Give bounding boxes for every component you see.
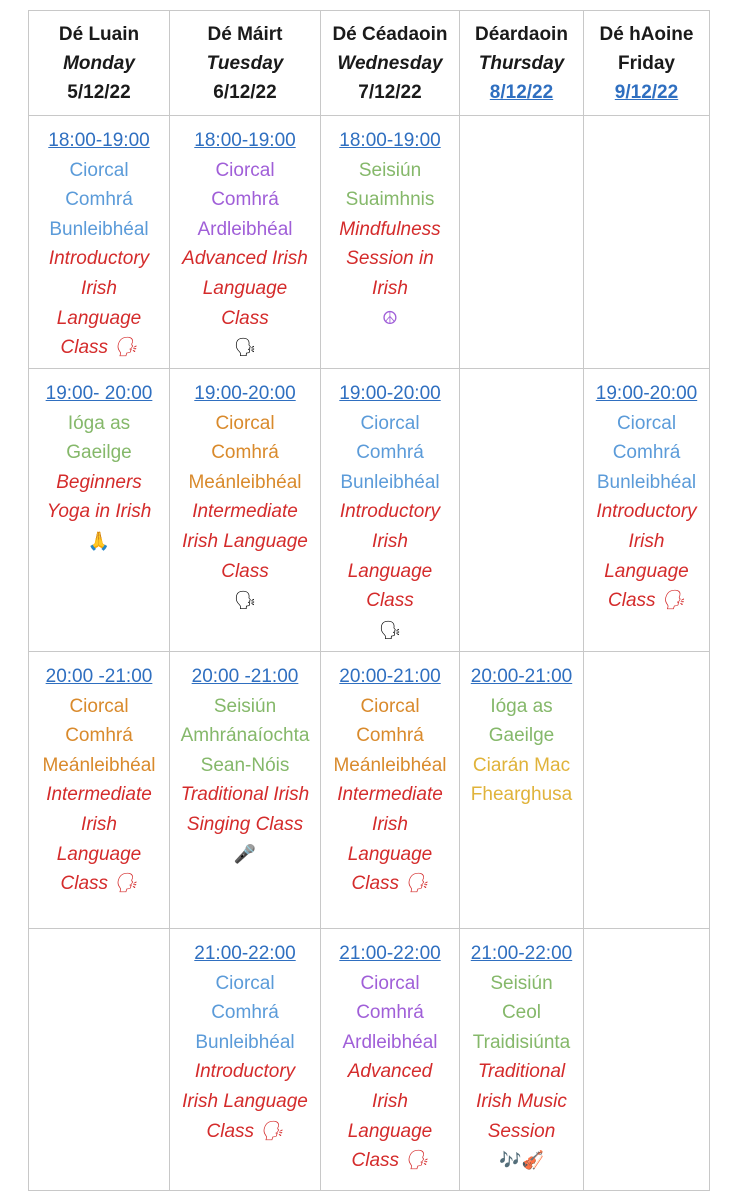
class-name-english: Irish: [628, 530, 665, 552]
class-name-english: Introductory: [48, 248, 150, 270]
weekly-schedule-table: [28, 10, 710, 1191]
time-slot-row: [29, 116, 710, 369]
class-name-irish: Comhrá: [356, 725, 424, 747]
class-name-irish: Bunleibhéal: [195, 1031, 295, 1053]
time-slot-link[interactable]: 21:00-22:00: [339, 943, 441, 964]
class-name-irish: Bunleibhéal: [49, 218, 149, 240]
time-slot-link[interactable]: 20:00 -21:00: [191, 666, 299, 687]
day-header-wednesday: [321, 11, 460, 116]
class-name-irish: Bunleibhéal: [340, 471, 440, 493]
class-name-english: Class 🗣: [351, 873, 429, 895]
class-cell: [170, 116, 321, 369]
day-name-irish: Dé Céadaoin: [332, 24, 448, 45]
class-name-english: Irish: [372, 813, 408, 835]
day-name-irish: Déardaoin: [475, 24, 568, 45]
class-name-english: Introductory: [339, 501, 441, 523]
class-cell: [321, 652, 460, 929]
class-name-irish: Ciorcal: [360, 972, 420, 994]
time-slot-link[interactable]: 20:00-21:00: [470, 666, 573, 687]
class-name-english: Intermediate: [46, 784, 152, 806]
empty-cell: [29, 929, 170, 1191]
class-name-english: Class: [366, 590, 414, 612]
day-header-monday: [29, 11, 170, 116]
class-cell: [321, 369, 460, 652]
class-cell: [29, 116, 170, 369]
time-slot-link[interactable]: 21:00-22:00: [470, 943, 573, 964]
class-name-irish: Comhrá: [65, 189, 133, 211]
day-header-thursday: [460, 11, 584, 116]
time-slot-link[interactable]: 20:00 -21:00: [45, 666, 153, 687]
class-name-irish: Ciorcal: [69, 695, 129, 717]
day-date-link[interactable]: 9/12/22: [614, 82, 679, 103]
class-name-irish: Seisiún: [490, 972, 553, 994]
class-name-english: Class: [221, 307, 269, 329]
class-name-irish: Ciorcal: [360, 695, 420, 717]
class-name-english: Intermediate: [192, 501, 298, 523]
tutor-name: Ciarán Mac: [472, 754, 571, 776]
day-name-irish: Dé hAoine: [599, 24, 694, 45]
class-name-irish: Ciorcal: [215, 159, 275, 181]
class-name-irish: Ióga as: [490, 695, 553, 717]
header-row: [29, 11, 710, 116]
class-name-irish: Comhrá: [612, 442, 681, 464]
class-name-irish: Amhránaíochta: [180, 725, 310, 747]
class-name-irish: Comhrá: [356, 1002, 424, 1024]
class-cell: [170, 652, 321, 929]
day-name-irish: Dé Luain: [58, 24, 140, 45]
empty-cell: [584, 929, 710, 1191]
class-name-irish: Meánleibhéal: [333, 754, 447, 776]
speaking-head-icon: 🗣: [233, 590, 257, 612]
peace-symbol-icon: ☮: [381, 307, 399, 329]
class-name-irish: Ciorcal: [360, 412, 420, 434]
day-header-tuesday: [170, 11, 321, 116]
class-name-english: Class 🗣: [206, 1120, 284, 1142]
speaking-head-icon: 🗣: [378, 619, 402, 641]
day-date: 7/12/22: [358, 82, 422, 103]
time-slot-link[interactable]: 18:00-19:00: [194, 130, 296, 151]
day-date: 6/12/22: [213, 82, 277, 103]
class-cell: [29, 369, 170, 652]
class-cell: [584, 369, 710, 652]
day-date-link[interactable]: 8/12/22: [489, 82, 554, 103]
class-name-irish: Ciorcal: [215, 412, 275, 434]
class-name-english: Class 🗣: [60, 337, 138, 359]
class-name-english: Singing Class: [186, 813, 304, 835]
class-name-english: Traditional: [477, 1061, 566, 1083]
class-name-english: Irish: [81, 277, 117, 299]
class-name-irish: Meánleibhéal: [188, 471, 302, 493]
time-slot-row: [29, 929, 710, 1191]
class-name-english: Language: [347, 1120, 433, 1142]
class-name-english: Introductory: [596, 501, 697, 523]
class-name-english: Yoga in Irish: [46, 501, 152, 523]
class-cell: [460, 652, 584, 929]
class-name-english: Intermediate: [337, 784, 443, 806]
class-cell: [170, 369, 321, 652]
class-name-english: Language: [202, 277, 288, 299]
speaking-head-icon: 🗣: [233, 337, 257, 359]
class-name-english: Language: [56, 843, 142, 865]
day-name-english: Friday: [617, 53, 676, 74]
microphone-icon: 🎤: [233, 843, 257, 865]
class-cell: [170, 929, 321, 1191]
class-name-english: Class 🗣: [608, 590, 685, 612]
time-slot-link[interactable]: 19:00-20:00: [339, 383, 441, 404]
class-name-irish: Bunleibhéal: [596, 471, 697, 493]
class-name-english: Mindfulness: [339, 218, 441, 240]
class-name-irish: Ardleibhéal: [197, 218, 293, 240]
class-name-irish: Gaeilge: [66, 442, 132, 464]
empty-cell: [460, 369, 584, 652]
time-slot-link[interactable]: 20:00-21:00: [339, 666, 441, 687]
class-name-english: Language: [347, 560, 433, 582]
class-name-irish: Ciorcal: [616, 412, 677, 434]
class-name-irish: Comhrá: [211, 442, 279, 464]
class-name-english: Irish Music: [476, 1090, 567, 1112]
music-violin-icon: 🎶🎻: [499, 1150, 544, 1172]
class-name-irish: Meánleibhéal: [42, 754, 156, 776]
class-name-irish: Seisiún: [213, 695, 277, 717]
class-cell: [29, 652, 170, 929]
class-name-english: Introductory: [194, 1061, 296, 1083]
class-name-irish: Suaimhnis: [345, 189, 435, 211]
class-name-irish: Comhrá: [356, 442, 424, 464]
class-name-irish: Comhrá: [211, 189, 279, 211]
class-name-irish: Comhrá: [65, 725, 133, 747]
day-date: 5/12/22: [67, 82, 131, 103]
class-name-irish: Sean-Nóis: [200, 754, 290, 776]
time-slot-link[interactable]: 19:00-20:00: [595, 383, 698, 404]
class-name-english: Irish: [372, 1090, 408, 1112]
class-name-english: Irish: [372, 277, 408, 299]
class-name-english: Irish: [372, 530, 408, 552]
time-slot-row: [29, 369, 710, 652]
class-name-english: Irish Language: [182, 530, 308, 552]
time-slot-link[interactable]: 19:00-20:00: [194, 383, 296, 404]
class-name-english: Session in: [346, 248, 434, 270]
class-name-irish: Ióga as: [67, 412, 131, 434]
time-slot-link[interactable]: 18:00-19:00: [339, 130, 441, 151]
empty-cell: [460, 116, 584, 369]
day-name-english: Wednesday: [337, 53, 443, 74]
day-name-irish: Dé Máirt: [207, 24, 283, 45]
empty-cell: [584, 116, 710, 369]
class-name-english: Beginners: [56, 471, 142, 493]
class-name-english: Class 🗣: [60, 873, 138, 895]
time-slot-row: [29, 652, 710, 929]
class-name-irish: Ciorcal: [69, 159, 129, 181]
time-slot-link[interactable]: 19:00- 20:00: [45, 383, 153, 404]
empty-cell: [584, 652, 710, 929]
time-slot-link[interactable]: 21:00-22:00: [194, 943, 296, 964]
class-name-english: Language: [56, 307, 142, 329]
praying-hands-icon: 🙏: [87, 530, 111, 552]
class-name-english: Class: [221, 560, 269, 582]
class-name-irish: Seisiún: [358, 159, 422, 181]
class-name-english: Session: [487, 1120, 556, 1142]
class-name-irish: Comhrá: [211, 1002, 279, 1024]
class-cell: [460, 929, 584, 1191]
class-name-english: Irish: [81, 813, 117, 835]
class-cell: [321, 116, 460, 369]
day-header-friday: [584, 11, 710, 116]
class-name-english: Advanced: [347, 1061, 433, 1083]
class-name-english: Advanced Irish: [182, 248, 308, 270]
class-name-irish: Ciorcal: [215, 972, 275, 994]
class-cell: [321, 929, 460, 1191]
class-name-english: Language: [604, 560, 689, 582]
time-slot-link[interactable]: 18:00-19:00: [48, 130, 150, 151]
class-name-english: Language: [347, 843, 433, 865]
day-name-english: Monday: [63, 53, 135, 74]
day-name-english: Tuesday: [206, 53, 284, 74]
class-name-english: Class 🗣: [351, 1150, 429, 1172]
class-name-irish: Gaeilge: [488, 725, 555, 747]
schedule-sheet: [28, 10, 710, 1191]
class-name-irish: Ceol: [501, 1002, 542, 1024]
tutor-name: Fhearghusa: [470, 784, 573, 806]
day-name-english: Thursday: [478, 53, 565, 74]
class-name-irish: Traidisiúnta: [472, 1031, 571, 1053]
class-name-english: Irish Language: [182, 1090, 308, 1112]
class-name-irish: Ardleibhéal: [342, 1031, 438, 1053]
class-name-english: Traditional Irish: [180, 784, 310, 806]
